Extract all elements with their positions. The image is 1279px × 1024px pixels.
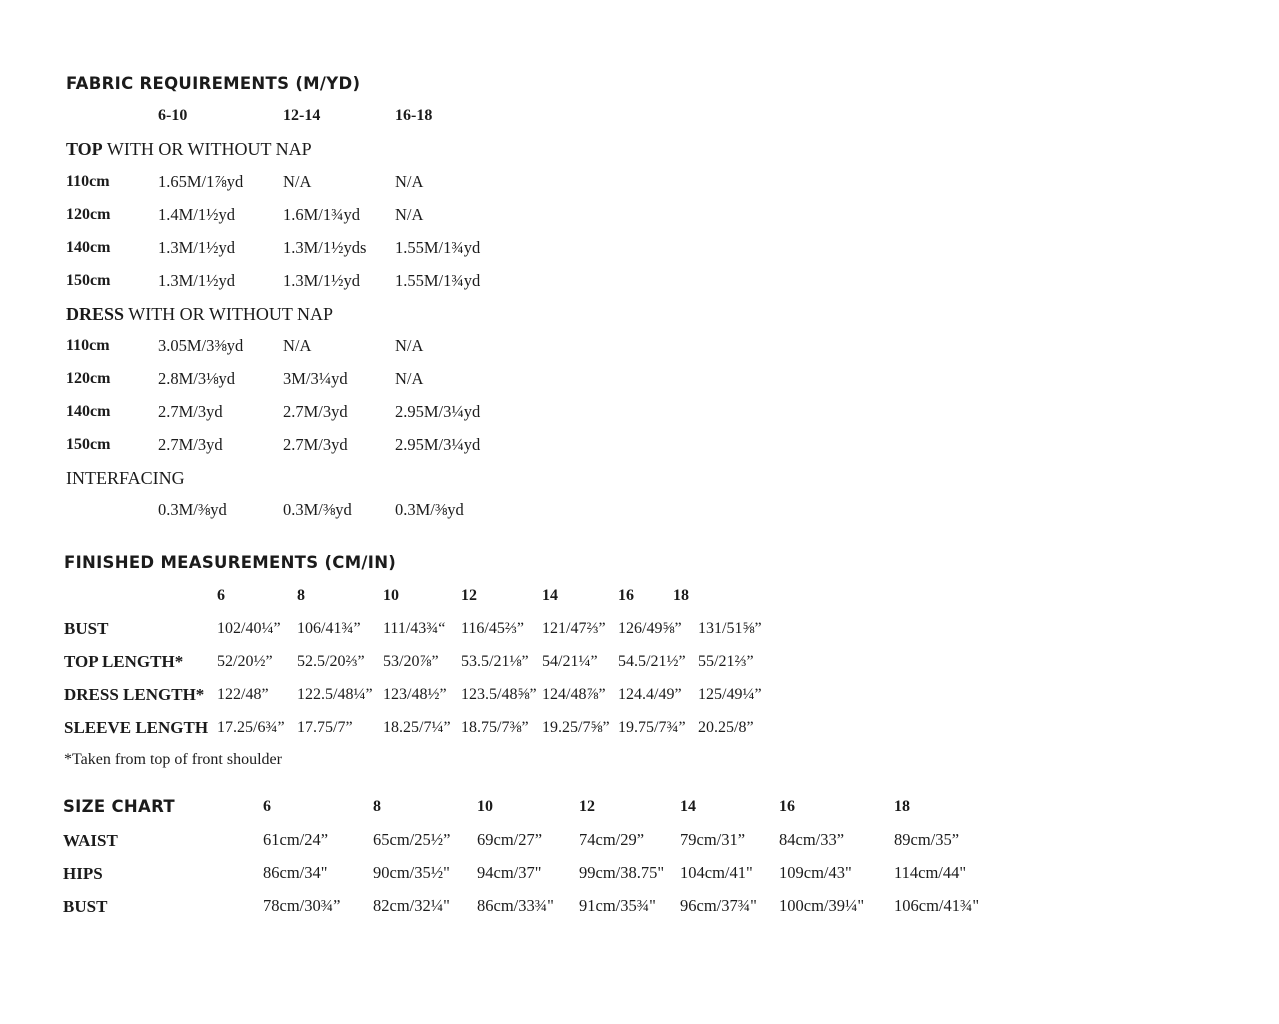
finished-row-label: DRESS LENGTH* <box>64 685 205 704</box>
fabric-cell: 2.7M/3yd <box>283 435 348 454</box>
finished-cell: 19.25/7⅝” <box>542 719 610 736</box>
sizechart-size-header: 14 <box>680 798 696 815</box>
fabric-cell: 2.7M/3yd <box>158 402 223 421</box>
finished-size-header: 14 <box>542 587 558 604</box>
finished-cell: 111/43¾“ <box>383 620 446 637</box>
sizechart-size-header: 10 <box>477 798 493 815</box>
sizechart-cell: 109cm/43" <box>779 863 852 882</box>
fabric-cell: 1.3M/1½yd <box>283 271 361 290</box>
sizechart-cell: 78cm/30¾” <box>263 896 341 915</box>
fabric-cell: 0.3M/⅜yd <box>395 500 464 519</box>
fabric-cell: N/A <box>283 172 312 191</box>
sizechart-row-label: HIPS <box>63 864 103 883</box>
finished-cell: 121/47⅔” <box>542 620 606 637</box>
fabric-cell: 1.4M/1½yd <box>158 205 236 224</box>
fabric-cell: 1.55M/1¾yd <box>395 238 481 257</box>
fabric-cell: 1.65M/1⅞yd <box>158 172 244 191</box>
sizechart-cell: 69cm/27” <box>477 830 543 849</box>
sizechart-row-label: WAIST <box>63 831 118 850</box>
fabric-cell: 3M/3¼yd <box>283 369 348 388</box>
fabric-heading: FABRIC REQUIREMENTS (M/YD) <box>66 74 361 93</box>
sizechart-cell: 79cm/31” <box>680 830 746 849</box>
sizechart-size-header: 18 <box>894 798 910 815</box>
finished-cell: 126/49⅝” <box>618 620 682 637</box>
fabric-cell: 1.3M/1½yd <box>158 271 236 290</box>
finished-cell: 116/45⅔” <box>461 620 524 637</box>
sizechart-cell: 104cm/41" <box>680 863 753 882</box>
finished-cell: 18.25/7¼” <box>383 719 451 736</box>
dress-section-title <box>66 305 333 323</box>
fabric-size-header: 16-18 <box>395 107 433 124</box>
sizechart-cell: 99cm/38.75" <box>579 863 665 882</box>
finished-cell: 123.5/48⅝” <box>461 686 537 703</box>
finished-cell: 52/20½” <box>217 653 273 670</box>
sizechart-size-header: 16 <box>779 798 795 815</box>
finished-size-header: 6 <box>217 587 225 604</box>
finished-size-header: 18 <box>673 587 689 604</box>
sizechart-cell: 74cm/29” <box>579 830 645 849</box>
finished-cell: 17.75/7” <box>297 719 353 736</box>
dress-title-rest: WITH OR WITHOUT NAP <box>124 304 334 324</box>
finished-cell: 106/41¾” <box>297 620 361 637</box>
finished-cell: 102/40¼” <box>217 620 281 637</box>
fabric-cell: N/A <box>395 172 424 191</box>
sizechart-cell: 91cm/35¾" <box>579 896 656 915</box>
fabric-size-header: 12-14 <box>283 107 321 124</box>
sizechart-cell: 90cm/35½" <box>373 863 450 882</box>
fabric-cell: N/A <box>283 336 312 355</box>
fabric-size-header: 6-10 <box>158 107 188 124</box>
finished-cell: 122.5/48¼” <box>297 686 373 703</box>
fabric-cell: 1.6M/1¾yd <box>283 205 361 224</box>
fabric-cell: 2.7M/3yd <box>158 435 223 454</box>
sizechart-cell: 96cm/37¾" <box>680 896 757 915</box>
sizechart-cell: 94cm/37" <box>477 863 542 882</box>
finished-size-header: 12 <box>461 587 477 604</box>
fabric-width-label: 140cm <box>66 403 111 420</box>
fabric-width-label: 120cm <box>66 206 111 223</box>
fabric-cell: 1.3M/1½yds <box>283 238 367 257</box>
sizechart-cell: 84cm/33” <box>779 830 845 849</box>
fabric-cell: N/A <box>395 369 424 388</box>
fabric-width-label: 120cm <box>66 370 111 387</box>
top-section-title <box>66 140 312 158</box>
finished-cell: 20.25/8” <box>698 719 754 736</box>
fabric-width-label: 150cm <box>66 272 111 289</box>
fabric-cell: 3.05M/3⅜yd <box>158 336 244 355</box>
finished-cell: 124/48⅞” <box>542 686 606 703</box>
fabric-cell: 2.8M/3⅛yd <box>158 369 236 388</box>
sizechart-cell: 65cm/25½” <box>373 830 451 849</box>
finished-size-header: 10 <box>383 587 399 604</box>
finished-row-label: BUST <box>64 619 109 638</box>
finished-size-header: 8 <box>297 587 305 604</box>
fabric-cell: 1.3M/1½yd <box>158 238 236 257</box>
fabric-cell: 2.95M/3¼yd <box>395 435 481 454</box>
sizechart-cell: 100cm/39¼" <box>779 896 865 915</box>
finished-heading: FINISHED MEASUREMENTS (CM/IN) <box>64 553 397 572</box>
top-title-bold: TOP <box>66 139 103 159</box>
finished-cell: 53/20⅞” <box>383 653 439 670</box>
finished-cell: 122/48” <box>217 686 269 703</box>
finished-cell: 52.5/20⅔” <box>297 653 365 670</box>
sizechart-size-header: 6 <box>263 798 271 815</box>
footnote: *Taken from top of front shoulder <box>64 751 282 768</box>
finished-cell: 55/21⅔” <box>698 653 754 670</box>
sizechart-cell: 106cm/41¾" <box>894 896 980 915</box>
sizechart-cell: 82cm/32¼" <box>373 896 450 915</box>
fabric-cell: N/A <box>395 336 424 355</box>
fabric-cell: 2.7M/3yd <box>283 402 348 421</box>
sizechart-size-header: 8 <box>373 798 381 815</box>
top-title-rest: WITH OR WITHOUT NAP <box>102 139 312 159</box>
sizechart-cell: 61cm/24” <box>263 830 329 849</box>
fabric-width-label: 140cm <box>66 239 111 256</box>
finished-cell: 124.4/49” <box>618 686 682 703</box>
finished-cell: 131/51⅝” <box>698 620 762 637</box>
finished-cell: 19.75/7¾” <box>618 719 686 736</box>
sizechart-cell: 89cm/35” <box>894 830 960 849</box>
fabric-cell: N/A <box>395 205 424 224</box>
interfacing-title: INTERFACING <box>66 468 185 488</box>
finished-cell: 54.5/21½” <box>618 653 686 670</box>
fabric-cell: 1.55M/1¾yd <box>395 271 481 290</box>
fabric-width-label: 110cm <box>66 173 110 190</box>
sizechart-row-label: BUST <box>63 897 108 916</box>
finished-cell: 17.25/6¾” <box>217 719 285 736</box>
finished-cell: 18.75/7⅜” <box>461 719 529 736</box>
fabric-cell: 0.3M/⅜yd <box>283 500 352 519</box>
finished-cell: 53.5/21⅛” <box>461 653 529 670</box>
finished-row-label: TOP LENGTH* <box>64 652 184 671</box>
dress-title-bold: DRESS <box>66 304 125 324</box>
sizechart-cell: 86cm/33¾" <box>477 896 554 915</box>
fabric-width-label: 110cm <box>66 337 110 354</box>
fabric-cell: 0.3M/⅜yd <box>158 500 227 519</box>
finished-cell: 123/48½” <box>383 686 447 703</box>
sizechart-cell: 86cm/34" <box>263 863 328 882</box>
fabric-cell: 2.95M/3¼yd <box>395 402 481 421</box>
finished-size-header: 16 <box>618 587 634 604</box>
sizechart-heading: SIZE CHART <box>63 797 175 816</box>
finished-cell: 54/21¼” <box>542 653 598 670</box>
sizechart-cell: 114cm/44" <box>894 863 967 882</box>
finished-row-label: SLEEVE LENGTH <box>64 718 209 737</box>
fabric-width-label: 150cm <box>66 436 111 453</box>
sizechart-size-header: 12 <box>579 798 595 815</box>
finished-cell: 125/49¼” <box>698 686 762 703</box>
